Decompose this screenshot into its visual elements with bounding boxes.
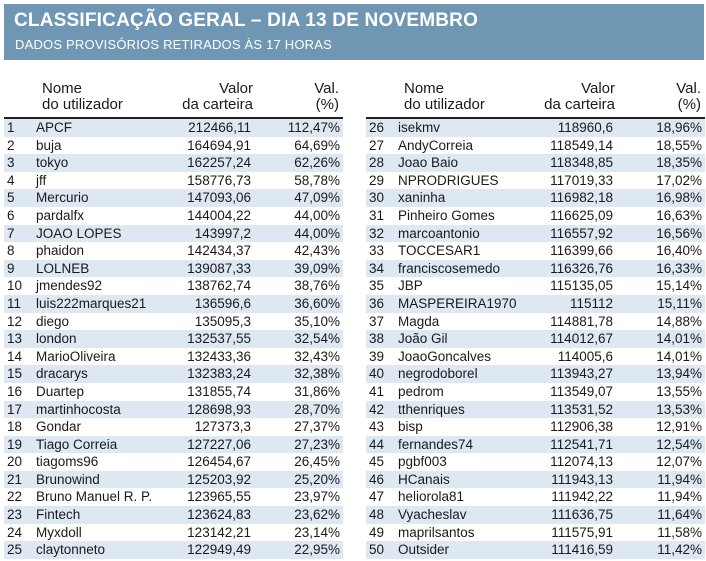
rank-cell: 34 <box>369 260 385 276</box>
username-cell: TOCCESAR1 <box>398 243 481 259</box>
rank-cell: 38 <box>369 331 385 347</box>
table-row <box>366 383 705 401</box>
percent-change-cell: 28,70% <box>294 401 340 417</box>
percent-change-cell: 14,01% <box>656 348 702 364</box>
rank-cell: 26 <box>369 120 385 135</box>
username-cell: martinhocosta <box>36 401 121 417</box>
percent-change-cell: 17,02% <box>656 172 702 188</box>
rank-cell: 20 <box>7 454 23 470</box>
table-row <box>4 225 343 243</box>
percent-change-cell: 13,94% <box>656 366 702 382</box>
percent-change-cell: 23,62% <box>294 507 340 523</box>
portfolio-value-cell: 135095,3 <box>194 313 251 329</box>
percent-change-cell: 16,63% <box>656 207 702 223</box>
table-row <box>4 207 343 225</box>
portfolio-value-cell: 116625,09 <box>550 207 613 223</box>
username-cell: luis222marques21 <box>36 295 147 311</box>
percent-change-cell: 62,26% <box>294 155 340 171</box>
username-cell: franciscosemedo <box>398 260 501 276</box>
rank-cell: 22 <box>7 489 23 505</box>
username-cell: Myxdoll <box>36 524 82 540</box>
percent-change-cell: 12,91% <box>656 419 702 435</box>
table-row <box>4 418 343 436</box>
percent-change-cell: 15,14% <box>656 278 702 294</box>
percent-change-cell: 12,54% <box>656 436 702 452</box>
table-row <box>366 260 705 278</box>
portfolio-value-cell: 127227,06 <box>187 436 251 452</box>
table-row <box>4 277 343 295</box>
username-cell: Mercurio <box>36 190 89 206</box>
percent-change-cell: 16,56% <box>656 225 702 241</box>
table-row <box>4 541 343 559</box>
rank-cell: 6 <box>7 207 15 223</box>
percent-change-cell: 27,37% <box>294 419 340 435</box>
header-pct <box>314 81 339 113</box>
percent-change-cell: 11,42% <box>657 542 702 558</box>
percent-change-cell: 11,94% <box>657 489 702 505</box>
table-row <box>366 313 705 331</box>
table-row <box>4 471 343 489</box>
username-cell: xaninha <box>398 190 446 206</box>
header-value-line1: Valor <box>581 80 615 97</box>
rank-cell: 25 <box>7 542 23 558</box>
header-pct-line1: Val. <box>314 80 339 97</box>
portfolio-value-cell: 111636,75 <box>551 507 613 523</box>
table-row <box>4 242 343 260</box>
percent-change-cell: 18,96% <box>656 120 702 135</box>
rank-cell: 32 <box>369 225 385 241</box>
table-body <box>366 119 705 559</box>
username-cell: JOAO LOPES <box>36 225 122 241</box>
table-row <box>4 488 343 506</box>
rank-cell: 39 <box>369 348 385 364</box>
username-cell: negrodoborel <box>398 366 478 382</box>
table-row <box>4 365 343 383</box>
portfolio-value-cell: 116326,76 <box>550 260 613 276</box>
header-name-line1: Nome <box>404 80 445 97</box>
username-cell: Duartep <box>36 383 85 399</box>
portfolio-value-cell: 114012,67 <box>550 331 613 347</box>
rank-cell: 41 <box>369 383 385 399</box>
portfolio-value-cell: 111575,91 <box>551 524 613 540</box>
portfolio-value-cell: 115135,05 <box>550 278 613 294</box>
rank-cell: 7 <box>7 225 15 241</box>
portfolio-value-cell: 112074,13 <box>550 454 613 470</box>
portfolio-value-cell: 164694,91 <box>187 137 251 153</box>
rank-cell: 18 <box>7 419 23 435</box>
percent-change-cell: 16,33% <box>656 260 702 276</box>
percent-change-cell: 11,58% <box>657 524 702 540</box>
table-row <box>4 453 343 471</box>
percent-change-cell: 13,55% <box>656 383 702 399</box>
portfolio-value-cell: 138762,74 <box>187 278 251 294</box>
header-pct-line2: (%) <box>315 96 339 113</box>
portfolio-value-cell: 118549,14 <box>550 137 613 153</box>
percent-change-cell: 44,00% <box>294 207 340 223</box>
table-row <box>366 207 705 225</box>
username-cell: AndyCorreia <box>398 137 474 153</box>
portfolio-value-cell: 116399,66 <box>550 243 613 259</box>
rank-cell: 19 <box>7 436 23 452</box>
table-row <box>366 418 705 436</box>
table-row <box>366 365 705 383</box>
username-cell: buja <box>36 137 62 153</box>
username-cell: tthenriques <box>398 401 465 417</box>
title-banner <box>4 4 704 60</box>
portfolio-value-cell: 131855,74 <box>187 383 251 399</box>
header-pct-line2: (%) <box>677 96 701 113</box>
percent-change-cell: 58,78% <box>294 172 340 188</box>
username-cell: Tiago Correia <box>36 436 118 452</box>
username-cell: claytonneto <box>36 542 106 558</box>
rank-cell: 21 <box>7 471 23 487</box>
percent-change-cell: 11,94% <box>657 471 702 487</box>
rank-cell: 48 <box>369 507 385 523</box>
username-cell: JoaoGoncalves <box>398 348 492 364</box>
header-value <box>544 81 615 113</box>
header-name-line1: Nome <box>42 80 83 97</box>
table-row <box>4 330 343 348</box>
table-row <box>4 436 343 454</box>
rank-cell: 43 <box>369 419 385 435</box>
table-row <box>4 154 343 172</box>
portfolio-value-cell: 125203,92 <box>187 471 251 487</box>
percent-change-cell: 112,47% <box>287 120 340 135</box>
username-cell: MarioOliveira <box>36 348 116 364</box>
username-cell: NPRODRIGUES <box>398 172 499 188</box>
rank-cell: 15 <box>7 366 23 382</box>
header-value-line1: Valor <box>219 80 253 97</box>
portfolio-value-cell: 113531,52 <box>550 401 613 417</box>
rank-cell: 45 <box>369 454 385 470</box>
table-row <box>366 119 705 137</box>
percent-change-cell: 32,43% <box>294 348 340 364</box>
rank-cell: 40 <box>369 366 385 382</box>
portfolio-value-cell: 116982,18 <box>550 190 613 206</box>
username-cell: Gondar <box>36 419 82 435</box>
percent-change-cell: 14,88% <box>656 313 702 329</box>
rank-cell: 46 <box>369 471 385 487</box>
portfolio-value-cell: 123624,83 <box>187 507 251 523</box>
rank-cell: 4 <box>7 172 15 188</box>
portfolio-value-cell: 142434,37 <box>187 243 251 259</box>
percent-change-cell: 15,11% <box>657 295 702 311</box>
table-body <box>4 119 343 559</box>
percent-change-cell: 31,86% <box>294 383 340 399</box>
username-cell: João Gil <box>398 331 448 347</box>
username-cell: maprilsantos <box>398 524 475 540</box>
portfolio-value-cell: 132537,55 <box>187 331 251 347</box>
table-row <box>366 330 705 348</box>
username-cell: pedrom <box>398 383 444 399</box>
header-pct-line1: Val. <box>676 80 701 97</box>
rank-cell: 24 <box>7 524 23 540</box>
table-row <box>4 524 343 542</box>
table-row <box>4 172 343 190</box>
table-row <box>4 295 343 313</box>
portfolio-value-cell: 162257,24 <box>187 155 251 171</box>
table-row <box>366 524 705 542</box>
table-row <box>4 506 343 524</box>
username-cell: dracarys <box>36 366 88 382</box>
username-cell: isekmv <box>398 120 441 135</box>
rank-cell: 50 <box>369 542 385 558</box>
percent-change-cell: 32,54% <box>294 331 340 347</box>
table-row <box>366 541 705 559</box>
portfolio-value-cell: 111416,59 <box>551 542 613 558</box>
table-row <box>366 137 705 155</box>
username-cell: MASPEREIRA1970 <box>398 295 517 311</box>
page-title: CLASSIFICAÇÃO GERAL – DIA 13 DE NOVEMBRO <box>14 10 479 31</box>
rank-cell: 44 <box>369 436 385 452</box>
portfolio-value-cell: 118960,6 <box>557 120 613 135</box>
username-cell: heliorola81 <box>398 489 465 505</box>
portfolio-value-cell: 136596,6 <box>194 295 251 311</box>
percent-change-cell: 47,09% <box>294 190 340 206</box>
ranking-table-left <box>4 81 343 559</box>
portfolio-value-cell: 212466,11 <box>188 120 251 135</box>
username-cell: LOLNEB <box>36 260 90 276</box>
table-row <box>366 242 705 260</box>
table-row <box>366 189 705 207</box>
username-cell: jff <box>36 172 47 188</box>
rank-cell: 29 <box>369 172 385 188</box>
table-row <box>4 119 343 137</box>
portfolio-value-cell: 147093,06 <box>187 190 251 206</box>
portfolio-value-cell: 112541,71 <box>550 436 613 452</box>
rank-cell: 11 <box>7 295 22 311</box>
username-cell: jmendes92 <box>36 278 103 294</box>
table-row <box>366 401 705 419</box>
portfolio-value-cell: 112906,38 <box>550 419 613 435</box>
username-cell: Bruno Manuel R. P. <box>36 489 153 505</box>
rank-cell: 30 <box>369 190 385 206</box>
rank-cell: 47 <box>369 489 385 505</box>
username-cell: APCF <box>36 120 73 135</box>
percent-change-cell: 22,95% <box>294 542 340 558</box>
header-value-line2: da carteira <box>544 96 615 113</box>
rank-cell: 28 <box>369 155 385 171</box>
portfolio-value-cell: 144004,22 <box>187 207 251 223</box>
percent-change-cell: 16,40% <box>656 243 702 259</box>
percent-change-cell: 36,60% <box>294 295 340 311</box>
portfolio-value-cell: 139087,33 <box>187 260 251 276</box>
rank-cell: 10 <box>7 278 23 294</box>
percent-change-cell: 23,97% <box>294 489 340 505</box>
table-header <box>4 81 343 119</box>
rank-cell: 27 <box>369 137 385 153</box>
percent-change-cell: 14,01% <box>656 331 702 347</box>
rank-cell: 16 <box>7 383 23 399</box>
percent-change-cell: 16,98% <box>656 190 702 206</box>
header-name <box>404 81 485 113</box>
username-cell: Vyacheslav <box>398 507 467 523</box>
portfolio-value-cell: 116557,92 <box>550 225 613 241</box>
portfolio-value-cell: 126454,67 <box>187 454 251 470</box>
table-header <box>366 81 705 119</box>
rank-cell: 5 <box>7 190 15 206</box>
table-row <box>366 488 705 506</box>
portfolio-value-cell: 158776,73 <box>187 172 251 188</box>
table-row <box>366 295 705 313</box>
percent-change-cell: 44,00% <box>294 225 340 241</box>
username-cell: Magda <box>398 313 440 329</box>
table-row <box>4 189 343 207</box>
ranking-table-right <box>366 81 705 559</box>
rank-cell: 35 <box>369 278 385 294</box>
username-cell: bisp <box>398 419 423 435</box>
rank-cell: 13 <box>7 331 23 347</box>
rank-cell: 8 <box>7 243 15 259</box>
rank-cell: 49 <box>369 524 385 540</box>
portfolio-value-cell: 111943,13 <box>551 471 613 487</box>
username-cell: HCanais <box>398 471 450 487</box>
username-cell: london <box>36 331 77 347</box>
header-name-line2: do utilizador <box>42 96 123 113</box>
username-cell: Brunowind <box>36 471 100 487</box>
rank-cell: 12 <box>7 313 23 329</box>
percent-change-cell: 13,53% <box>656 401 702 417</box>
rank-cell: 37 <box>369 313 385 329</box>
portfolio-value-cell: 132433,36 <box>187 348 251 364</box>
username-cell: marcoantonio <box>398 225 480 241</box>
portfolio-value-cell: 114005,6 <box>557 348 613 364</box>
rank-cell: 36 <box>369 295 385 311</box>
table-row <box>366 154 705 172</box>
percent-change-cell: 64,69% <box>294 137 340 153</box>
portfolio-value-cell: 118348,85 <box>550 155 613 171</box>
table-row <box>366 436 705 454</box>
rank-cell: 17 <box>7 401 23 417</box>
username-cell: JBP <box>398 278 423 294</box>
header-value-line2: da carteira <box>182 96 253 113</box>
rank-cell: 1 <box>7 120 15 135</box>
percent-change-cell: 35,10% <box>294 313 340 329</box>
rank-cell: 14 <box>7 348 23 364</box>
header-name-line2: do utilizador <box>404 96 485 113</box>
portfolio-value-cell: 123142,21 <box>187 524 251 540</box>
table-row <box>4 137 343 155</box>
percent-change-cell: 11,64% <box>657 507 702 523</box>
portfolio-value-cell: 123965,55 <box>187 489 251 505</box>
percent-change-cell: 42,43% <box>294 243 340 259</box>
table-row <box>366 225 705 243</box>
percent-change-cell: 18,55% <box>656 137 702 153</box>
table-row <box>366 506 705 524</box>
rank-cell: 31 <box>369 207 385 223</box>
percent-change-cell: 27,23% <box>294 436 340 452</box>
rank-cell: 2 <box>7 137 15 153</box>
percent-change-cell: 18,35% <box>656 155 702 171</box>
rank-cell: 42 <box>369 401 385 417</box>
percent-change-cell: 25,20% <box>294 471 340 487</box>
portfolio-value-cell: 115112 <box>569 295 613 311</box>
username-cell: Outsider <box>398 542 450 558</box>
username-cell: pgbf003 <box>398 454 447 470</box>
table-row <box>366 277 705 295</box>
username-cell: tokyo <box>36 155 69 171</box>
portfolio-value-cell: 113943,27 <box>550 366 613 382</box>
portfolio-value-cell: 113549,07 <box>550 383 613 399</box>
table-row <box>4 260 343 278</box>
username-cell: Pinheiro Gomes <box>398 207 495 223</box>
username-cell: Joao Baio <box>398 155 459 171</box>
portfolio-value-cell: 132383,24 <box>187 366 251 382</box>
portfolio-value-cell: 114881,78 <box>550 313 613 329</box>
percent-change-cell: 12,07% <box>656 454 702 470</box>
portfolio-value-cell: 122949,49 <box>187 542 251 558</box>
table-row <box>366 348 705 366</box>
table-row <box>366 453 705 471</box>
table-row <box>366 471 705 489</box>
percent-change-cell: 23,14% <box>294 524 340 540</box>
portfolio-value-cell: 128698,93 <box>187 401 251 417</box>
rank-cell: 9 <box>7 260 15 276</box>
portfolio-value-cell: 111942,22 <box>551 489 613 505</box>
percent-change-cell: 26,45% <box>294 454 340 470</box>
table-row <box>4 383 343 401</box>
table-row <box>366 172 705 190</box>
username-cell: phaidon <box>36 243 85 259</box>
username-cell: pardalfx <box>36 207 85 223</box>
percent-change-cell: 32,38% <box>294 366 340 382</box>
table-row <box>4 401 343 419</box>
username-cell: Fintech <box>36 507 81 523</box>
header-name <box>42 81 123 113</box>
rank-cell: 33 <box>369 243 385 259</box>
username-cell: diego <box>36 313 70 329</box>
table-row <box>4 313 343 331</box>
header-pct <box>676 81 701 113</box>
portfolio-value-cell: 143997,2 <box>194 225 251 241</box>
table-row <box>4 348 343 366</box>
percent-change-cell: 39,09% <box>294 260 340 276</box>
rank-cell: 3 <box>7 155 15 171</box>
username-cell: fernandes74 <box>398 436 474 452</box>
page-subtitle: DADOS PROVISÓRIOS RETIRADOS ÀS 17 HORAS <box>15 37 332 52</box>
header-value <box>182 81 253 113</box>
portfolio-value-cell: 127373,3 <box>194 419 251 435</box>
rank-cell: 23 <box>7 507 23 523</box>
percent-change-cell: 38,76% <box>294 278 340 294</box>
portfolio-value-cell: 117019,33 <box>550 172 613 188</box>
username-cell: tiagoms96 <box>36 454 99 470</box>
